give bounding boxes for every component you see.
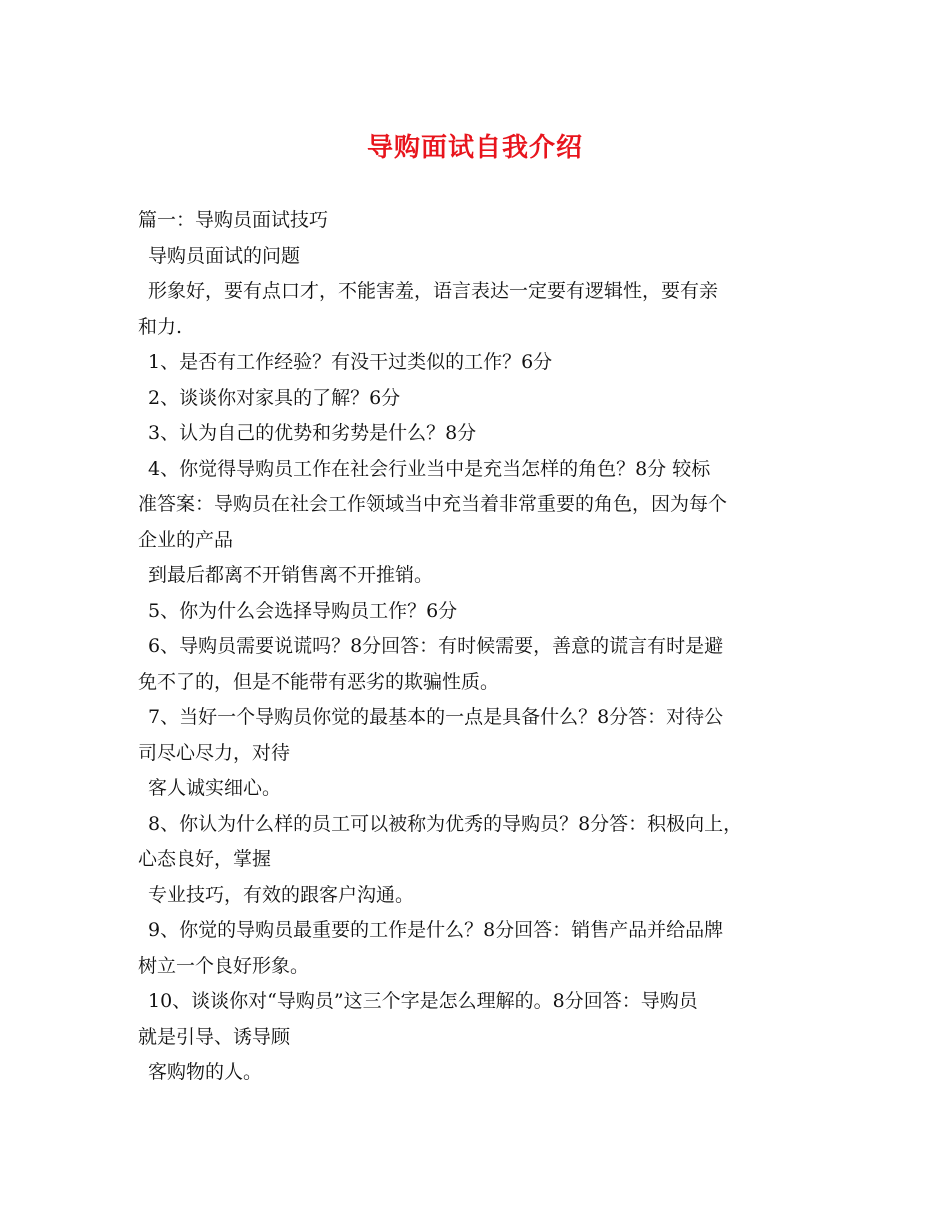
question-line: 2、谈谈你对家具的了解？6分 — [148, 386, 401, 409]
question-line: 心态良好，掌握 — [138, 848, 272, 870]
question-line: 6、导购员需要说谎吗？8分回答：有时候需要，善意的谎言有时是避 — [148, 635, 724, 657]
subheading: 导购员面试的问题 — [148, 244, 301, 267]
question-line: 专业技巧，有效的跟客户沟通。 — [148, 883, 415, 906]
section-heading: 篇一：导购员面试技巧 — [138, 209, 329, 231]
question-line: 企业的产品 — [138, 528, 234, 551]
question-line: 9、你觉的导购员最重要的工作是什么？8分回答：销售产品并给品牌 — [148, 919, 724, 941]
question-line: 司尽心尽力，对待 — [138, 741, 291, 764]
question-line: 客人诚实细心。 — [148, 777, 282, 799]
question-line: 就是引导、诱导顾 — [138, 1025, 291, 1048]
question-line: 7、当好一个导购员你觉的最基本的一点是具备什么？8分答：对待公 — [148, 706, 724, 728]
question-line: 客购物的人。 — [148, 1061, 263, 1083]
question-line: 1、是否有工作经验？有没干过类似的工作？6分 — [148, 351, 553, 373]
question-line: 准答案：导购员在社会工作领域当中充当着非常重要的角色，因为每个 — [138, 493, 728, 515]
paragraph-line: 和力. — [138, 315, 183, 338]
question-line: 免不了的，但是不能带有恶劣的欺骗性质。 — [138, 670, 500, 693]
paragraph-line: 形象好，要有点口才，不能害羞，语言表达一定要有逻辑性，要有亲 — [148, 280, 719, 302]
question-line: 3、认为自己的优势和劣势是什么？8分 — [148, 422, 477, 444]
question-line: 8、你认为什么样的员工可以被称为优秀的导购员？8分答：积极向上， — [148, 812, 743, 835]
question-line: 5、你为什么会选择导购员工作？6分 — [148, 599, 458, 622]
question-line: 10、谈谈你对“导购员”这三个字是怎么理解的。8分回答：导购员 — [148, 990, 698, 1012]
document-title: 导购面试自我介绍 — [366, 133, 583, 163]
question-line: 到最后都离不开销售离不开推销。 — [148, 564, 434, 586]
question-line: 4、你觉得导购员工作在社会行业当中是充当怎样的角色？8分 较标 — [148, 457, 711, 480]
question-line: 树立一个良好形象。 — [138, 954, 310, 977]
document-body — [138, 203, 814, 1091]
